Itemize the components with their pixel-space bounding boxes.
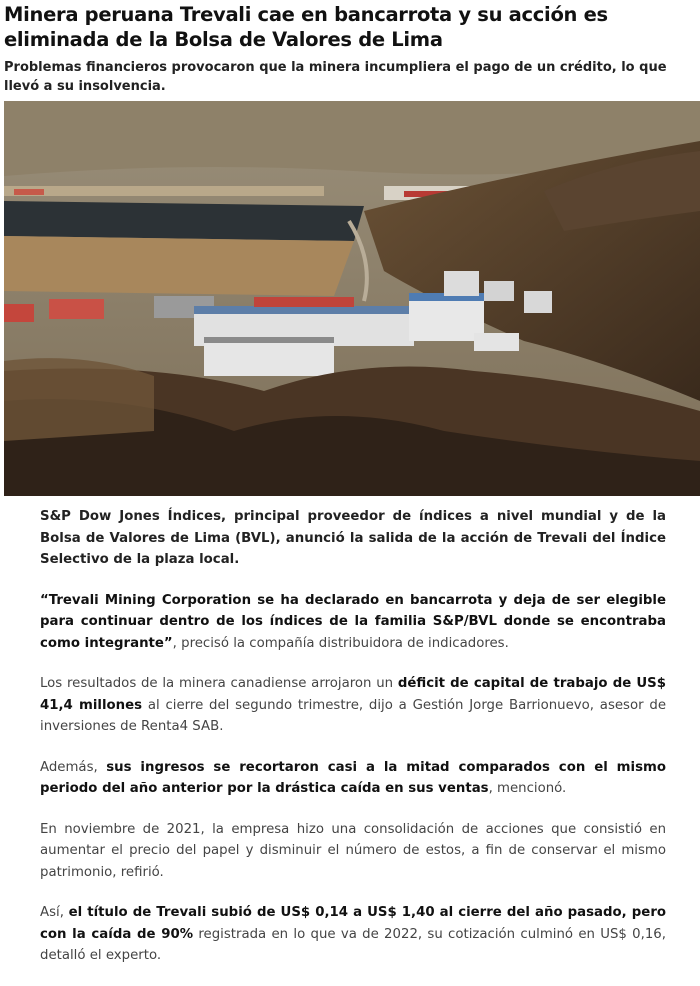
paragraph-3-highlight: déficit de capital de trabajo de US$ 41,4 millones — [40, 676, 667, 713]
paragraph-6-highlight: el título de Trevali subió de US$ 0,14 a US$ 1,40 al cierre del año pasado, pero con la caída de 90% — [40, 905, 667, 942]
article-headline: Minera peruana Trevali cae en bancarrota y su acción es eliminada de la Bolsa de Valores de Lima — [4, 3, 608, 51]
paragraph-1-text: S&P Dow Jones Índices, principal proveedor de índices a nivel mundial y de la Bolsa de Valores de Lima (BVL), anunció la salida de la acción de Trevali del Índice Selectivo de la plaza local. — [40, 509, 666, 567]
paragraph-2-rest: , precisó la compañía distribuidora de indicadores. — [172, 635, 509, 651]
article-paragraph-6 — [40, 902, 666, 967]
paragraph-4-end: , mencionó. — [488, 781, 567, 796]
article-paragraph-1 — [40, 506, 666, 571]
paragraph-4-highlight: sus ingresos se recortaron casi a la mitad comparados con el mismo periodo del año anterior por la drástica caída en sus ventas — [40, 759, 666, 796]
article-paragraph-5 — [40, 819, 666, 884]
paragraph-6-end: registrada en lo que va de 2022, su cotización culminó en US$ 0,16, detalló el experto. — [40, 926, 666, 963]
article-paragraph-3 — [40, 673, 666, 738]
paragraph-2-quote: “Trevali Mining Corporation se ha declarado en bancarrota y deja de ser elegible para continuar dentro de los índices de la familia S&P/BVL donde se encontraba como integrante” — [40, 592, 666, 651]
mining-site-photo — [4, 101, 700, 496]
article-paragraph-2 — [40, 590, 666, 655]
paragraph-4-start: Además, — [40, 759, 107, 775]
article-subheadline: Problemas financieros provocaron que la minera incumpliera el pago de un crédito, lo que llevó a su insolvencia. — [4, 60, 667, 94]
paragraph-3-start: Los resultados de la minera canadiense arrojaron un — [40, 676, 398, 691]
paragraph-3-end: al cierre del segundo trimestre, dijo a Gestión Jorge Barrionuevo, asesor de inversiones de Renta4 SAB. — [40, 697, 666, 734]
paragraph-5-text: En noviembre de 2021, la empresa hizo una consolidación de acciones que consistió en aumentar el precio del papel y disminuir el número de estos, a fin de conservar el mismo patrimonio, refirió. — [40, 821, 666, 880]
article-paragraph-4 — [40, 757, 666, 800]
paragraph-6-start: Así, — [40, 905, 69, 920]
article-body — [40, 506, 666, 986]
